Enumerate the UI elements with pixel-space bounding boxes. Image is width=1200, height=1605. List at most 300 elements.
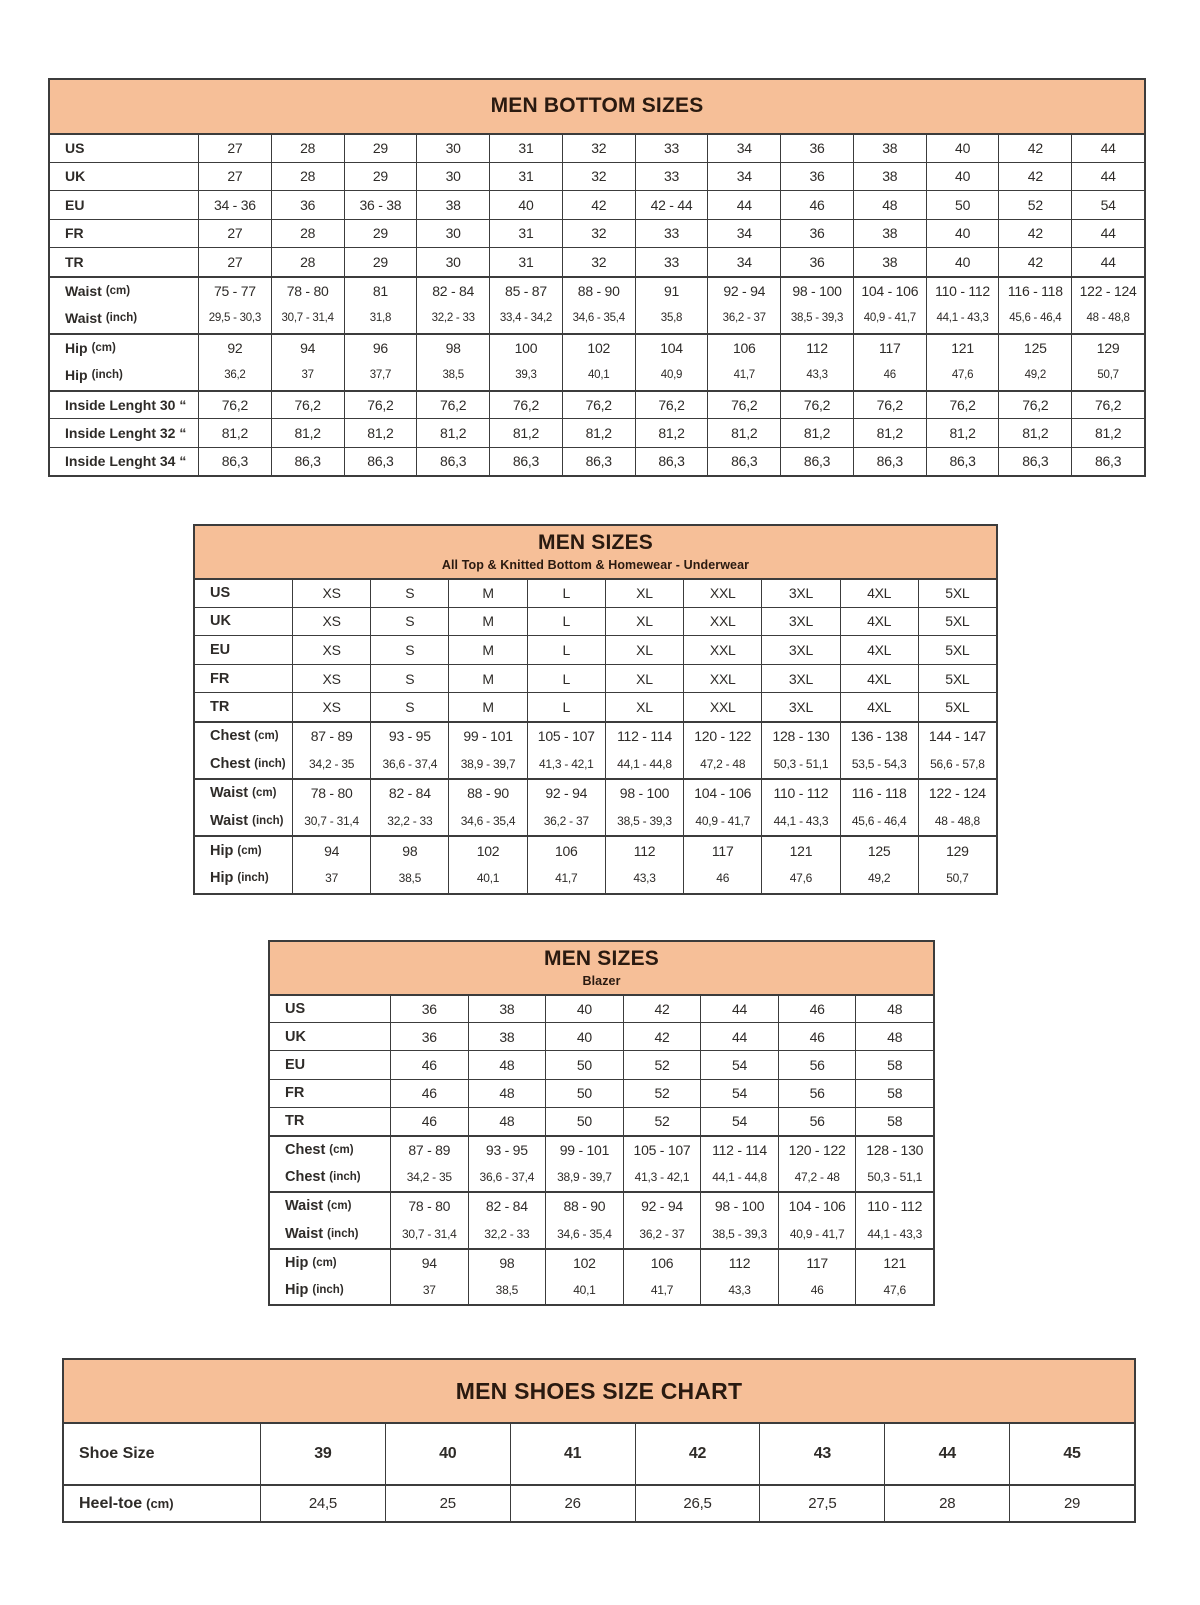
table-cell: 5XL: [918, 608, 996, 636]
table-row: [270, 1248, 933, 1276]
table-cell: 41,7: [707, 361, 780, 390]
table-cell: 92 - 94: [527, 780, 605, 807]
table-cell: 42: [635, 1424, 760, 1484]
table-cell: 122 - 124: [918, 780, 996, 807]
table-cell: 98 - 100: [780, 278, 853, 305]
table-header: [195, 526, 996, 578]
table-cell: 50: [545, 1051, 623, 1078]
table-cell: 28: [884, 1486, 1009, 1521]
table-cell: 121: [761, 837, 839, 864]
table-cell: 125: [998, 335, 1071, 362]
table-cell: 38: [468, 996, 546, 1022]
table-cell: 112: [780, 335, 853, 362]
table-cell: 33: [635, 248, 708, 276]
table-cell: XL: [605, 665, 683, 693]
table-cell: 46: [390, 1080, 468, 1107]
table-cell: 42 - 44: [635, 191, 708, 219]
table-cell: 54: [700, 1051, 778, 1078]
table-cell: 50,7: [1071, 361, 1144, 390]
table-subtitle: Blazer: [582, 973, 621, 988]
table-cell: 32: [562, 135, 635, 162]
table-cell: 106: [527, 837, 605, 864]
table-cell: 76,2: [1071, 392, 1144, 419]
table-cell: 76,2: [489, 392, 562, 419]
table-cell: M: [448, 693, 526, 721]
table-cell: 104 - 106: [778, 1193, 856, 1219]
row-label: US: [285, 1001, 306, 1018]
table-cell: 32,2 - 33: [416, 304, 489, 333]
table-cell: XL: [605, 693, 683, 721]
table-cell: 27: [198, 135, 271, 162]
table-cell: 50,7: [918, 864, 996, 893]
table-cell: 30: [416, 248, 489, 276]
table-cell: 33: [635, 135, 708, 162]
table-row: [195, 864, 996, 893]
row-label: TR: [285, 1113, 305, 1130]
table-cell: 78 - 80: [292, 780, 370, 807]
table-cell: 54: [1071, 191, 1144, 219]
table-cell: 38: [468, 1023, 546, 1050]
table-cell: XXL: [683, 580, 761, 607]
table-cell: 104 - 106: [683, 780, 761, 807]
table-cell: 81,2: [344, 419, 417, 447]
table-cell: 38,5: [370, 864, 448, 893]
table-cell: 144 - 147: [918, 723, 996, 750]
table-cell: 27,5: [759, 1486, 884, 1521]
table-cell: L: [527, 580, 605, 607]
table-cell: 32,2 - 33: [370, 807, 448, 836]
table-cell: 40,9: [635, 361, 708, 390]
table-row: [195, 835, 996, 864]
table-cell: 42: [623, 996, 701, 1022]
table-cell: 85 - 87: [489, 278, 562, 305]
table-cell: 42: [998, 163, 1071, 191]
table-row: [195, 607, 996, 636]
table-cell: 76,2: [926, 392, 999, 419]
table-title: MEN BOTTOM SIZES: [490, 94, 704, 118]
table-cell: 36 - 38: [344, 191, 417, 219]
table-cell: 38: [853, 163, 926, 191]
table-cell: 34: [707, 220, 780, 248]
table-cell: 112: [605, 837, 683, 864]
table-cell: 116 - 118: [998, 278, 1071, 305]
row-label: Chest (cm): [210, 728, 279, 745]
table-cell: 38: [416, 191, 489, 219]
table-cell: 125: [840, 837, 918, 864]
table-cell: 43,3: [700, 1276, 778, 1304]
table-cell: 38,5 - 39,3: [605, 807, 683, 836]
table-cell: 49,2: [998, 361, 1071, 390]
table-cell: 30,7 - 31,4: [292, 807, 370, 836]
table-row: [270, 1135, 933, 1163]
table-cell: 87 - 89: [292, 723, 370, 750]
table-cell: 100: [489, 335, 562, 362]
table-row: [195, 578, 996, 607]
row-label: FR: [65, 225, 84, 242]
table-row: [195, 807, 996, 836]
table-cell: 56: [778, 1108, 856, 1135]
table-cell: M: [448, 580, 526, 607]
table-cell: 48: [468, 1108, 546, 1135]
table-cell: 76,2: [707, 392, 780, 419]
table-cell: 81,2: [926, 419, 999, 447]
table-cell: 31: [489, 163, 562, 191]
table-cell: 98 - 100: [700, 1193, 778, 1219]
table-cell: 36,2 - 37: [707, 304, 780, 333]
row-label: Inside Lenght 34 “: [65, 453, 187, 470]
table-cell: 40: [545, 1023, 623, 1050]
table-body: [64, 1422, 1134, 1521]
table-cell: 50,3 - 51,1: [855, 1163, 933, 1191]
table-cell: XS: [292, 665, 370, 693]
table-header: [64, 1360, 1134, 1422]
table-cell: 52: [998, 191, 1071, 219]
table-cell: 110 - 112: [855, 1193, 933, 1219]
table-cell: 40,9 - 41,7: [683, 807, 761, 836]
table-cell: 120 - 122: [778, 1137, 856, 1163]
table-cell: 41: [510, 1424, 635, 1484]
table-title: MEN SIZES: [538, 531, 653, 555]
row-label: Inside Lenght 32 “: [65, 424, 187, 441]
table-cell: 30,7 - 31,4: [390, 1220, 468, 1248]
row-label: Hip (inch): [210, 870, 269, 887]
table-cell: 136 - 138: [840, 723, 918, 750]
row-label: EU: [65, 196, 85, 213]
table-cell: 106: [707, 335, 780, 362]
table-cell: 36: [780, 135, 853, 162]
table-cell: 86,3: [562, 448, 635, 476]
table-cell: XS: [292, 636, 370, 664]
table-cell: 4XL: [840, 608, 918, 636]
men-shoes-size-chart-table: [62, 1358, 1136, 1523]
table-cell: 120 - 122: [683, 723, 761, 750]
table-cell: 44,1 - 43,3: [855, 1220, 933, 1248]
table-cell: 116 - 118: [840, 780, 918, 807]
table-cell: 44: [700, 1023, 778, 1050]
table-cell: 3XL: [761, 693, 839, 721]
table-cell: 28: [271, 135, 344, 162]
table-cell: 81,2: [198, 419, 271, 447]
table-cell: S: [370, 608, 448, 636]
row-label: Hip (cm): [65, 339, 116, 356]
table-cell: 44,1 - 44,8: [700, 1163, 778, 1191]
table-cell: M: [448, 665, 526, 693]
row-label: UK: [65, 168, 86, 185]
table-cell: L: [527, 693, 605, 721]
table-cell: 41,3 - 42,1: [623, 1163, 701, 1191]
table-cell: 106: [623, 1250, 701, 1276]
table-cell: 76,2: [271, 392, 344, 419]
table-cell: 46: [780, 191, 853, 219]
row-label: Hip (inch): [285, 1281, 344, 1298]
table-cell: 86,3: [780, 448, 853, 476]
table-cell: 110 - 112: [761, 780, 839, 807]
table-body: [270, 994, 933, 1304]
table-cell: 88 - 90: [448, 780, 526, 807]
table-cell: 81,2: [271, 419, 344, 447]
table-cell: 29: [1009, 1486, 1134, 1521]
table-cell: S: [370, 636, 448, 664]
table-cell: 37: [390, 1276, 468, 1304]
table-cell: 30: [416, 135, 489, 162]
table-cell: 31,8: [344, 304, 417, 333]
table-cell: 81,2: [489, 419, 562, 447]
table-cell: 40,1: [562, 361, 635, 390]
table-cell: 81,2: [780, 419, 853, 447]
table-cell: 37: [292, 864, 370, 893]
row-label: UK: [210, 613, 231, 630]
table-cell: 34 - 36: [198, 191, 271, 219]
table-cell: 78 - 80: [390, 1193, 468, 1219]
table-cell: 86,3: [1071, 448, 1144, 476]
table-cell: 81,2: [998, 419, 1071, 447]
table-cell: 47,6: [855, 1276, 933, 1304]
table-cell: 38,9 - 39,7: [448, 750, 526, 779]
table-cell: 48 - 48,8: [1071, 304, 1144, 333]
row-label: Waist (inch): [65, 310, 138, 327]
table-cell: 105 - 107: [527, 723, 605, 750]
table-cell: 112 - 114: [700, 1137, 778, 1163]
table-cell: XS: [292, 580, 370, 607]
table-cell: 3XL: [761, 580, 839, 607]
table-row: [195, 721, 996, 750]
men-sizes-tops-table: [193, 524, 998, 895]
table-cell: 30: [416, 163, 489, 191]
table-cell: 40: [385, 1424, 510, 1484]
table-cell: 44: [1071, 163, 1144, 191]
table-cell: M: [448, 636, 526, 664]
table-cell: 43,3: [605, 864, 683, 893]
table-cell: 88 - 90: [562, 278, 635, 305]
table-cell: 98: [416, 335, 489, 362]
table-cell: 86,3: [926, 448, 999, 476]
table-row: [195, 692, 996, 721]
table-row: [195, 664, 996, 693]
table-cell: 4XL: [840, 665, 918, 693]
table-cell: 92: [198, 335, 271, 362]
table-cell: 5XL: [918, 665, 996, 693]
table-cell: 40: [926, 163, 999, 191]
table-row: [270, 1107, 933, 1135]
table-cell: 98: [468, 1250, 546, 1276]
table-cell: 37: [271, 361, 344, 390]
table-cell: 4XL: [840, 636, 918, 664]
table-cell: 44: [700, 996, 778, 1022]
table-cell: 36,2 - 37: [527, 807, 605, 836]
table-cell: 45,6 - 46,4: [998, 304, 1071, 333]
table-row: [270, 1220, 933, 1248]
row-label: Chest (inch): [285, 1169, 361, 1186]
table-cell: 52: [623, 1108, 701, 1135]
row-label: Waist (inch): [285, 1225, 359, 1242]
row-label: EU: [210, 641, 231, 658]
table-cell: 102: [545, 1250, 623, 1276]
table-cell: 81: [344, 278, 417, 305]
table-cell: 32,2 - 33: [468, 1220, 546, 1248]
men-sizes-blazer-table: [268, 940, 935, 1306]
table-cell: 117: [853, 335, 926, 362]
table-cell: 40: [926, 220, 999, 248]
table-cell: 76,2: [416, 392, 489, 419]
table-cell: 105 - 107: [623, 1137, 701, 1163]
row-label: Waist (inch): [210, 813, 284, 830]
table-cell: 56: [778, 1051, 856, 1078]
table-cell: S: [370, 665, 448, 693]
table-cell: 28: [271, 248, 344, 276]
table-cell: 34,6 - 35,4: [545, 1220, 623, 1248]
table-cell: XXL: [683, 608, 761, 636]
table-cell: 45: [1009, 1424, 1134, 1484]
table-cell: 44,1 - 43,3: [761, 807, 839, 836]
table-cell: 30,7 - 31,4: [271, 304, 344, 333]
table-cell: 30: [416, 220, 489, 248]
table-cell: 81,2: [707, 419, 780, 447]
table-row: [195, 635, 996, 664]
table-cell: 50: [545, 1108, 623, 1135]
table-cell: 5XL: [918, 636, 996, 664]
table-row: [64, 1484, 1134, 1521]
table-cell: 25: [385, 1486, 510, 1521]
table-cell: 26,5: [635, 1486, 760, 1521]
table-cell: 102: [562, 335, 635, 362]
table-cell: S: [370, 693, 448, 721]
row-label: Inside Lenght 30 “: [65, 396, 187, 413]
table-cell: M: [448, 608, 526, 636]
table-cell: 52: [623, 1051, 701, 1078]
table-cell: 40,9 - 41,7: [778, 1220, 856, 1248]
table-row: [50, 162, 1144, 191]
table-cell: 40: [926, 135, 999, 162]
table-row: [270, 1022, 933, 1050]
table-cell: 36: [780, 248, 853, 276]
table-cell: 41,3 - 42,1: [527, 750, 605, 779]
table-cell: 47,2 - 48: [683, 750, 761, 779]
table-cell: 40,9 - 41,7: [853, 304, 926, 333]
table-cell: 76,2: [562, 392, 635, 419]
row-label: FR: [285, 1085, 305, 1102]
table-cell: 128 - 130: [761, 723, 839, 750]
table-cell: 44: [707, 191, 780, 219]
table-cell: 36: [780, 220, 853, 248]
table-cell: 34,2 - 35: [390, 1163, 468, 1191]
row-label: Waist (cm): [65, 282, 131, 299]
table-cell: 48: [468, 1080, 546, 1107]
table-cell: 35,8: [635, 304, 708, 333]
table-cell: 46: [683, 864, 761, 893]
table-cell: 29: [344, 163, 417, 191]
table-cell: 37,7: [344, 361, 417, 390]
table-cell: 36,2: [198, 361, 271, 390]
men-bottom-sizes-table: [48, 78, 1146, 477]
table-cell: 39,3: [489, 361, 562, 390]
table-cell: 76,2: [344, 392, 417, 419]
table-cell: 34: [707, 248, 780, 276]
table-cell: 87 - 89: [390, 1137, 468, 1163]
table-cell: 36: [271, 191, 344, 219]
table-cell: 98: [370, 837, 448, 864]
table-row: [50, 219, 1144, 248]
table-cell: 86,3: [853, 448, 926, 476]
table-cell: 81,2: [635, 419, 708, 447]
table-cell: 33,4 - 34,2: [489, 304, 562, 333]
table-cell: 82 - 84: [468, 1193, 546, 1219]
table-cell: 48: [855, 1023, 933, 1050]
table-cell: 33: [635, 163, 708, 191]
table-cell: 86,3: [271, 448, 344, 476]
table-cell: 129: [918, 837, 996, 864]
table-cell: 76,2: [780, 392, 853, 419]
table-cell: 54: [700, 1080, 778, 1107]
row-label: Waist (cm): [210, 785, 277, 802]
table-cell: 40: [926, 248, 999, 276]
table-cell: 56,6 - 57,8: [918, 750, 996, 779]
table-cell: XXL: [683, 665, 761, 693]
table-cell: 5XL: [918, 693, 996, 721]
table-cell: 45,6 - 46,4: [840, 807, 918, 836]
table-cell: 86,3: [198, 448, 271, 476]
table-cell: 117: [683, 837, 761, 864]
table-row: [270, 1079, 933, 1107]
table-cell: 42: [998, 220, 1071, 248]
table-cell: 38: [853, 220, 926, 248]
table-cell: 26: [510, 1486, 635, 1521]
table-row: [270, 1050, 933, 1078]
row-label: Heel-toe (cm): [79, 1494, 174, 1512]
table-subtitle: All Top & Knitted Bottom & Homewear - Underwear: [441, 557, 750, 572]
table-cell: 86,3: [489, 448, 562, 476]
table-row: [50, 190, 1144, 219]
table-row: [270, 1191, 933, 1219]
table-cell: 92 - 94: [707, 278, 780, 305]
table-row: [50, 361, 1144, 390]
table-cell: 34: [707, 135, 780, 162]
table-cell: 44: [884, 1424, 1009, 1484]
table-row: [50, 418, 1144, 447]
table-cell: 76,2: [853, 392, 926, 419]
table-cell: 44,1 - 43,3: [926, 304, 999, 333]
table-cell: 82 - 84: [416, 278, 489, 305]
table-cell: 38,9 - 39,7: [545, 1163, 623, 1191]
table-cell: L: [527, 608, 605, 636]
table-row: [50, 276, 1144, 305]
table-cell: 48: [855, 996, 933, 1022]
table-cell: 99 - 101: [448, 723, 526, 750]
table-cell: 46: [390, 1108, 468, 1135]
table-row: [270, 1163, 933, 1191]
row-label: US: [210, 585, 231, 602]
table-cell: 29: [344, 135, 417, 162]
table-cell: 27: [198, 163, 271, 191]
table-cell: XS: [292, 608, 370, 636]
table-cell: 78 - 80: [271, 278, 344, 305]
table-cell: 48 - 48,8: [918, 807, 996, 836]
table-cell: 81,2: [562, 419, 635, 447]
table-cell: 75 - 77: [198, 278, 271, 305]
table-cell: 129: [1071, 335, 1144, 362]
table-cell: 40: [489, 191, 562, 219]
table-cell: 34,6 - 35,4: [562, 304, 635, 333]
table-cell: 86,3: [998, 448, 1071, 476]
table-cell: 28: [271, 163, 344, 191]
table-cell: 58: [855, 1051, 933, 1078]
table-cell: 76,2: [635, 392, 708, 419]
table-cell: 36,2 - 37: [623, 1220, 701, 1248]
table-cell: 81,2: [853, 419, 926, 447]
row-label: TR: [210, 699, 230, 716]
table-cell: 47,6: [926, 361, 999, 390]
table-cell: 36: [780, 163, 853, 191]
table-cell: 29,5 - 30,3: [198, 304, 271, 333]
